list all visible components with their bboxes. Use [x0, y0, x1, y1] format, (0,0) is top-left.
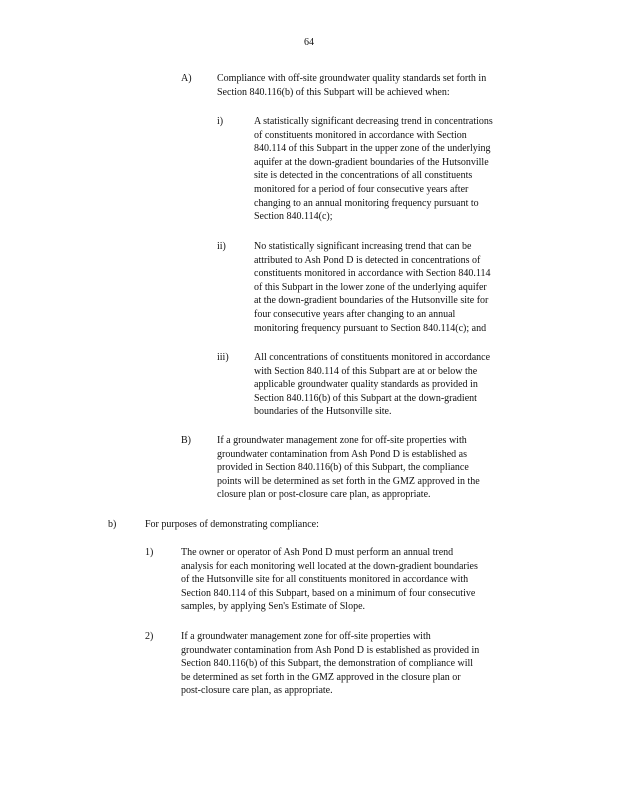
item-label: i)	[217, 116, 224, 127]
paragraph-text	[181, 546, 531, 614]
text-line: Compliance with off-site groundwater quality standards set forth in	[217, 73, 487, 84]
paragraph-text	[254, 115, 534, 224]
text-line: constituents monitored in accordance with Section 840.114	[254, 268, 491, 280]
text-line: points will be determined as set forth in the GMZ approved in the	[217, 475, 480, 487]
text-line: samples, by applying Sen's Estimate of Slope.	[181, 601, 366, 613]
text-line: applicable groundwater quality standards as provided in	[254, 379, 478, 391]
text-line: No statistically significant increasing trend that can be	[254, 241, 472, 252]
text-line: groundwater contamination from Ash Pond D is established as provided in	[181, 644, 480, 656]
text-line: All concentrations of constituents monitored in accordance	[254, 352, 491, 363]
text-line: groundwater contamination from Ash Pond D is established as	[217, 448, 467, 460]
paragraph-text	[254, 240, 540, 335]
item-label: b)	[108, 519, 117, 530]
text-line: of the Hutsonville site for all constituents monitored in accordance with	[181, 574, 469, 586]
text-line: For purposes of demonstrating compliance:	[145, 519, 319, 530]
item-label: B)	[181, 435, 191, 446]
text-line: with Section 840.114 of this Subpart are at or below the	[254, 365, 478, 377]
paragraph-text	[217, 434, 543, 502]
item-label: ii)	[217, 241, 226, 252]
text-line: boundaries of the Hutsonville site.	[254, 406, 392, 418]
paragraph-text	[254, 351, 530, 419]
text-line: Section 840.116(b) of this Subpart at the down-gradient	[254, 392, 477, 404]
text-line: analysis for each monitoring well located at the down-gradient boundaries	[181, 560, 478, 572]
text-line: Section 840.114(c);	[254, 211, 333, 223]
text-line: provided in Section 840.116(b) of this Subpart, the compliance	[217, 462, 469, 474]
text-line: 840.114 of this Subpart in the upper zone of the underlying	[254, 143, 491, 155]
text-line: aquifer at the down-gradient boundaries of the Hutsonville	[254, 156, 489, 168]
text-line: of constituents monitored in accordance with Section	[254, 129, 467, 141]
page-number: 64	[304, 37, 314, 48]
item-label: 2)	[145, 631, 154, 642]
text-line: Section 840.114 of this Subpart, based on a minimum of four consecutive	[181, 587, 476, 599]
item-label: iii)	[217, 352, 229, 363]
text-line: at the down-gradient boundaries of the Hutsonville site for	[254, 295, 489, 307]
text-line: attributed to Ash Pond D is detected in concentrations of	[254, 254, 481, 266]
text-line: monitoring frequency pursuant to Section 840.114(c); and	[254, 322, 487, 334]
text-line: The owner or operator of Ash Pond D must perform an annual trend	[181, 547, 454, 558]
text-line: A statistically significant decreasing trend in concentrations	[254, 116, 493, 127]
item-label: 1)	[145, 547, 154, 558]
text-line: If a groundwater management zone for off-site properties with	[181, 631, 431, 642]
text-line: of this Subpart in the lower zone of the underlying aquifer	[254, 281, 487, 293]
text-line: Section 840.116(b) of this Subpart will be achieved when:	[217, 86, 450, 98]
text-line: Section 840.116(b) of this Subpart, the demonstration of compliance will	[181, 658, 474, 670]
item-label: A)	[181, 73, 192, 84]
text-line: site is detected in the concentrations of all constituents	[254, 170, 473, 182]
paragraph-text	[145, 518, 405, 532]
text-line: If a groundwater management zone for off-site properties with	[217, 435, 467, 446]
text-line: four consecutive years after changing to an annual	[254, 308, 456, 320]
text-line: monitored for a period of four consecutive years after	[254, 183, 469, 195]
text-line: changing to an annual monitoring frequency pursuant to	[254, 197, 479, 209]
text-line: post-closure care plan, as appropriate.	[181, 685, 333, 697]
paragraph-text	[217, 72, 541, 99]
paragraph-text	[181, 630, 543, 698]
text-line: be determined as set forth in the GMZ approved in the closure plan or	[181, 671, 461, 683]
text-line: closure plan or post-closure care plan, as appropriate.	[217, 489, 431, 501]
